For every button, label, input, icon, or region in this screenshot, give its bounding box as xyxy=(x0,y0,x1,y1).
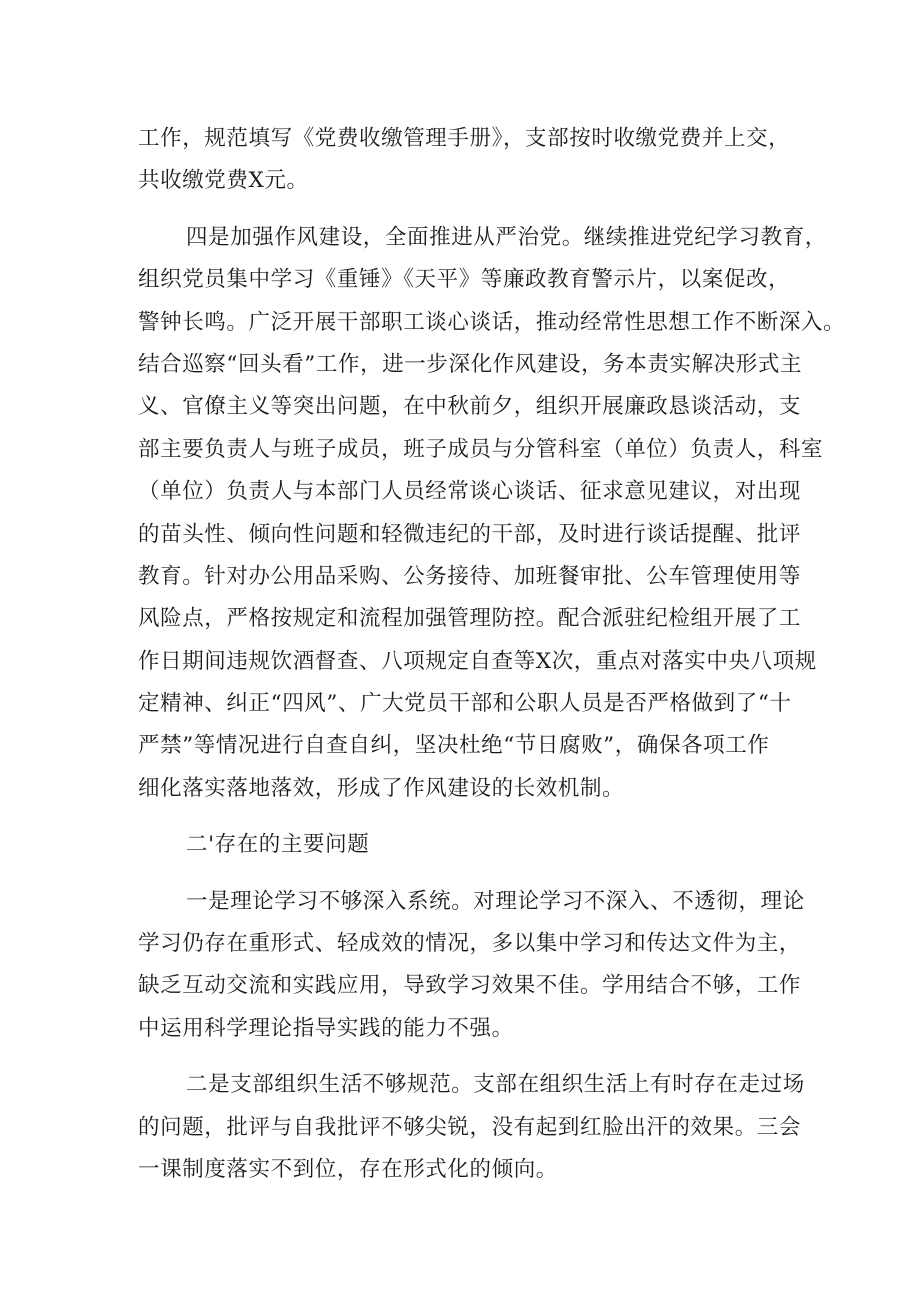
text-line: 一课制度落实不到位，存在形式化的倾向。 xyxy=(138,1156,558,1182)
paragraph-gap xyxy=(138,810,798,824)
text-line: 一是理论学习不够深入系统。对理论学习不深入、不透彻，理论 xyxy=(186,888,805,914)
text-line: 警钟长鸣。广泛开展干部职工谈心谈话，推动经常性思想工作不断深入。 xyxy=(138,309,846,335)
text-line: 缺乏互动交流和实践应用，导致学习效果不佳。学用结合不够，工作 xyxy=(138,973,802,999)
section-heading-problems xyxy=(138,824,798,866)
text-line: 严禁”等情况进行自查自纠，坚决杜绝“节日腐败”，确保各项工作 xyxy=(138,733,770,759)
text-line: 学习仍存在重形式、轻成效的情况，多以集中学习和传达文件为主， xyxy=(138,931,802,957)
text-line: 的苗头性、倾向性问题和轻微违纪的干部，及时进行谈话提醒、批评 xyxy=(138,521,802,547)
text-line: 部主要负责人与班子成员，班子成员与分管科室（单位）负责人，科室 xyxy=(138,436,824,462)
paragraph-work-style xyxy=(138,217,846,810)
text-line: 风险点，严格按规定和流程加强管理防控。配合派驻纪检组开展了工 xyxy=(138,606,802,632)
paragraph-org-life xyxy=(138,1064,805,1191)
paragraph-dues-continued xyxy=(138,118,798,203)
text-line: 共收缴党费X元。 xyxy=(138,168,309,194)
text-line: 定精神、纠正“四风”、广大党员干部和公职人员是否严格做到了“十 xyxy=(138,691,792,717)
paragraph-gap xyxy=(138,1050,798,1064)
text-line: 四是加强作风建设，全面推进从严治党。继续推进党纪学习教育， xyxy=(186,224,827,250)
text-line: （单位）负责人与本部门人员经常谈心谈话、征求意见建议，对出现 xyxy=(138,479,802,505)
document-body xyxy=(138,118,846,1191)
text-line: 二是支部组织生活不够规范。支部在组织生活上有时存在走过场 xyxy=(186,1072,805,1098)
text-line: 结合巡察“回头看”工作，进一步深化作风建设，务本责实解决形式主 xyxy=(138,351,803,377)
text-line: 中运用科学理论指导实践的能力不强。 xyxy=(138,1015,514,1041)
text-line: 细化落实落地落效，形成了作风建设的长效机制。 xyxy=(138,775,625,801)
paragraph-gap xyxy=(138,867,798,881)
paragraph-theory-study xyxy=(138,881,805,1051)
text-line: 教育。针对办公用品采购、公务接待、加班餐审批、公车管理使用等 xyxy=(138,563,802,589)
text-line: 义、官僚主义等突出问题，在中秋前夕，组织开展廉政恳谈活动，支 xyxy=(138,394,802,420)
section-heading: 二'存在的主要问题 xyxy=(186,832,370,858)
text-line: 工作，规范填写《党费收缴管理手册》，支部按时收缴党费并上交， xyxy=(138,126,791,151)
paragraph-gap xyxy=(138,203,798,217)
text-line: 组织党员集中学习《重锤》《天平》等廉政教育警示片，以案促改， xyxy=(138,267,791,293)
text-line: 的问题，批评与自我批评不够尖锐，没有起到红脸出汗的效果。三会 xyxy=(138,1114,802,1140)
text-line: 作日期间违规饮酒督查、八项规定自查等X次，重点对落实中央八项规 xyxy=(138,648,817,674)
